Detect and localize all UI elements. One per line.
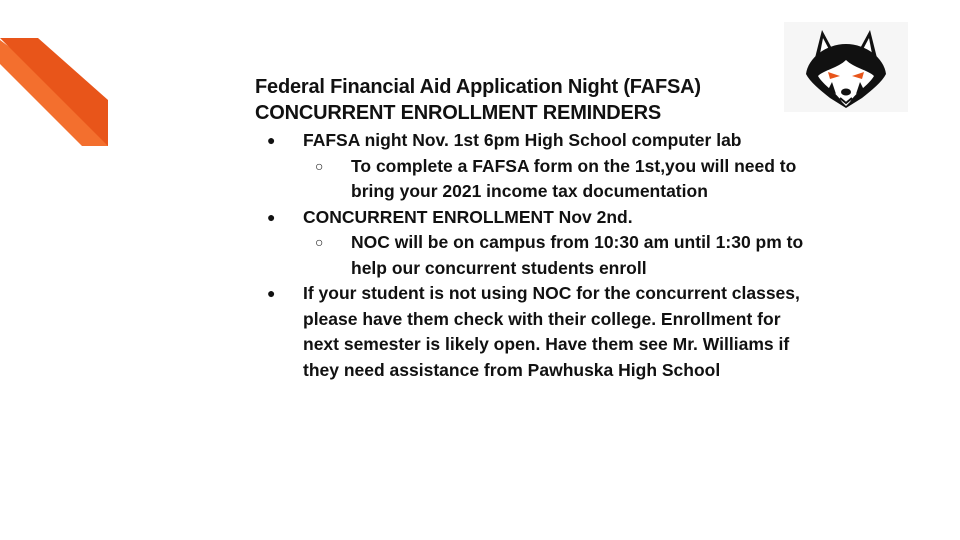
hollow-bullet-icon: ○: [315, 157, 324, 174]
list-item: [255, 205, 815, 282]
reminder-list: [255, 128, 815, 383]
list-item-text: FAFSA night Nov. 1st 6pm High School computer lab: [303, 130, 742, 150]
bullet-icon: ●: [267, 132, 276, 148]
title-line-2: CONCURRENT ENROLLMENT REMINDERS: [255, 102, 662, 124]
list-item-text: CONCURRENT ENROLLMENT Nov 2nd.: [303, 206, 633, 227]
slide-title: [255, 74, 815, 126]
bullet-icon: ●: [267, 208, 276, 225]
sub-list: [303, 230, 815, 281]
sub-list: [303, 154, 815, 205]
bullet-icon: ●: [267, 285, 276, 301]
sub-list-item-text: NOC will be on campus from 10:30 am until 1:30 pm to help our concurrent students enroll: [351, 232, 804, 278]
list-item: [255, 128, 815, 205]
chevron-shape-front: [0, 38, 108, 146]
sub-list-item-text: To complete a FAFSA form on the 1st,you will need to bring your 2021 income tax documentation: [351, 155, 797, 201]
title-line-1: Federal Financial Aid Application Night (FAFSA): [255, 76, 701, 98]
sub-list-item: [303, 154, 815, 205]
slide-content: [255, 74, 815, 383]
sub-list-item: [303, 230, 815, 281]
list-item: [255, 281, 815, 383]
list-item-text: If your student is not using NOC for the concurrent classes, please have them check with their college. Enrollment for next semester is likely open. Have them see Mr. Williams if they need assistance from Pawhuska High School: [303, 283, 800, 380]
orange-chevron-decoration: [0, 0, 120, 160]
hollow-bullet-icon: ○: [315, 234, 324, 250]
